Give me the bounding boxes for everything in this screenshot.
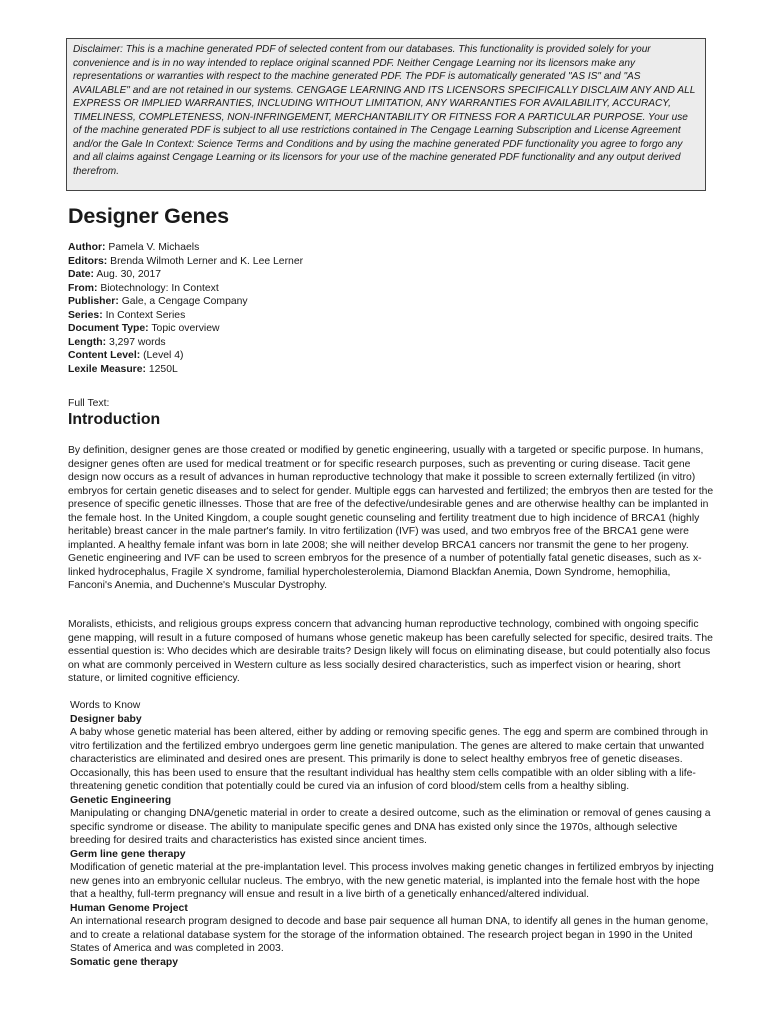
meta-label: Content Level: xyxy=(68,350,141,361)
meta-label: Lexile Measure: xyxy=(68,363,146,375)
meta-value: Aug. 30, 2017 xyxy=(96,269,162,280)
meta-value: In Context Series xyxy=(105,309,186,321)
meta-value: Pamela V. Michaels xyxy=(108,242,200,253)
disclaimer-box: Disclaimer: This is a machine generated PDF of selected content from our databases. This functionality is provided solely for your convenience and is in no way intended to replace original scanned PDF. Neither Cengage Learning nor its licensors make any representations or warranties with respect to the machine generated PDF. The PDF is automatically generated "AS IS" and "AS AVAILABLE" and are not retained in our systems. CENGAGE LEARNING AND ITS LICENSORS SPECIFICALLY DISCLAIM ANY AND ALL EXPRESS OR IMPLIED WARRANTIES, INCLUDING WITHOUT LIMITATION, ANY WARRANTIES FOR AVAILABILITY, ACCURACY, TIMELINESS, COMPLETENESS, NON-INFRINGEMENT, MERCHANTABILITY OR FITNESS FOR A PARTICULAR PURPOSE. Your use of the machine generated PDF is subject to all use restrictions contained in The Cengage Learning Subscription and License Agreement and/or the Gale In Context: Science Terms and Conditions and by using the machine generated PDF functionality you agree to forgo any and all claims against Cengage Learning or its licensors for your use of the machine generated PDF functionality and any output derived therefrom. xyxy=(66,38,706,191)
glossary-term: Somatic gene therapy xyxy=(70,956,178,968)
body-paragraph: By definition, designer genes are those created or modified by genetic engineering, usually with a targeted or specific purpose. In humans, designer genes often are used for medical treatment or for specific research purposes, such as preventing or curing disease. Tacit gene design now occurs as a result of advances in human reproductive technology that make it possible to screen externally fertilized (in vitro) embryos for certain genetic diseases and to select for gender. Multiple eggs can harvested and fertilized; the embryos then are tested for the presence of specific genetic illnesses. Those that are free of the defective/undesirable genes and are otherwise healthy can be implanted in the female host. In the United Kingdom, a couple sought genetic counseling and fertility treatment due to high incidence of BRCA1 (highly heritable) breast cancer in the male partner's family. In vitro fertilization (IVF) was used, and two embryos free of the BRCA1 gene were implanted. A healthy female infant was born in late 2008; she will neither develop BRCA1 cancers nor transmit the gene to her progeny. Genetic engineering and IVF can be used to screen embryos for the presence of a number of potentially fatal genetic diseases, such as x-linked hydrocephalus, Fragile X syndrome, familial hypercholesterolemia, Diamond Blackfan Anemia, Down Syndrome, hemophilia, Fanconi's Anemia, and Duchenne's Muscular Dystrophy. xyxy=(68,445,714,591)
meta-value: 3,297 words xyxy=(108,336,166,348)
glossary-definition: A baby whose genetic material has been altered, either by adding or removing specific genes. The egg and sperm are combined through in vitro fertilization and the fertilized embryo undergoes germ line genetic manipulation. The genes are altered to make certain that unwanted characteristics are eliminated and desired ones are present. This primarily is done to select healthy embryos free of genetic diseases. Occasionally, this has been used to ensure that the resultant individual has healthy stem cells compatible with an older sibling with a life-threatening genetic condition that potentially could be cured via an infusion of cord blood/stem cells from a healthy sibling. xyxy=(70,727,709,792)
glossary-term: Designer baby xyxy=(70,713,142,725)
meta-label: Document Type: xyxy=(68,323,149,334)
glossary-definition: Modification of genetic material at the pre-implantation level. This process involves making genetic changes in fertilized embryos by injecting new genes into an embryonic cellular nucleus. The embryo, with the new genetic material, is implanted into the female host with the hope that a healthy, full-term pregnancy will ensue and result in a live birth of a genetically enhanced/altered individual. xyxy=(70,862,714,900)
meta-series xyxy=(68,309,303,323)
meta-value: 1250L xyxy=(148,363,178,375)
glossary-term: Germ line gene therapy xyxy=(70,848,186,860)
meta-label: Editors: xyxy=(68,255,108,267)
meta-date xyxy=(68,268,303,282)
meta-label: Date: xyxy=(68,269,94,280)
meta-label: Author: xyxy=(68,242,106,253)
glossary-term: Genetic Engineering xyxy=(70,794,172,806)
meta-label: Publisher: xyxy=(68,296,119,307)
meta-from xyxy=(68,282,303,296)
meta-label: Length: xyxy=(68,336,107,348)
meta-value: Topic overview xyxy=(151,323,220,334)
meta-content-level xyxy=(68,349,303,363)
meta-document-type xyxy=(68,322,303,336)
meta-author xyxy=(68,241,303,255)
meta-value: Brenda Wilmoth Lerner and K. Lee Lerner xyxy=(110,255,304,267)
metadata-list xyxy=(68,241,303,376)
meta-value: Biotechnology: In Context xyxy=(100,282,219,294)
meta-label: Series: xyxy=(68,309,103,321)
glossary-definition: Manipulating or changing DNA/genetic material in order to create a desired outcome, such as the elimination or removal of genes causing a specific syndrome or disease. The ability to manipulate specific genes and DNA has existed only since the 1970s, although selective breeding for desired traits and characteristics has existed since ancient times. xyxy=(70,808,711,846)
meta-lexile-measure xyxy=(68,363,303,377)
words-to-know-label: Words to Know xyxy=(70,700,141,711)
meta-value: (Level 4) xyxy=(143,350,184,361)
meta-publisher xyxy=(68,295,303,309)
meta-label: From: xyxy=(68,282,98,294)
glossary-term: Human Genome Project xyxy=(70,902,188,914)
meta-value: Gale, a Cengage Company xyxy=(121,296,248,307)
meta-length xyxy=(68,336,303,350)
body-paragraph: Moralists, ethicists, and religious groups express concern that advancing human reproductive technology, combined with ongoing specific gene mapping, will result in a future composed of humans whose genetic makeup has been carefully selected for specific, desired traits. The essential question is: Who decides which are desirable traits? Design likely will focus on eliminating disease, but could potentially also focus on what are commonly perceived in Western culture as less socially desired characteristics, such as imperfect vision or hearing, short stature, or limited cognitive efficiency. xyxy=(68,619,713,684)
meta-editors xyxy=(68,255,303,269)
words-to-know xyxy=(70,699,716,969)
document-title: Designer Genes xyxy=(68,204,229,228)
full-text-label: Full Text: xyxy=(68,398,110,409)
section-heading: Introduction xyxy=(68,411,161,428)
glossary-definition: An international research program designed to decode and base pair sequence all human DNA, to identify all genes in the human genome, and to create a relational database system for the storage of the information obtained. The research project began in 1990 in the United States of America and was completed in 2003. xyxy=(70,916,709,954)
